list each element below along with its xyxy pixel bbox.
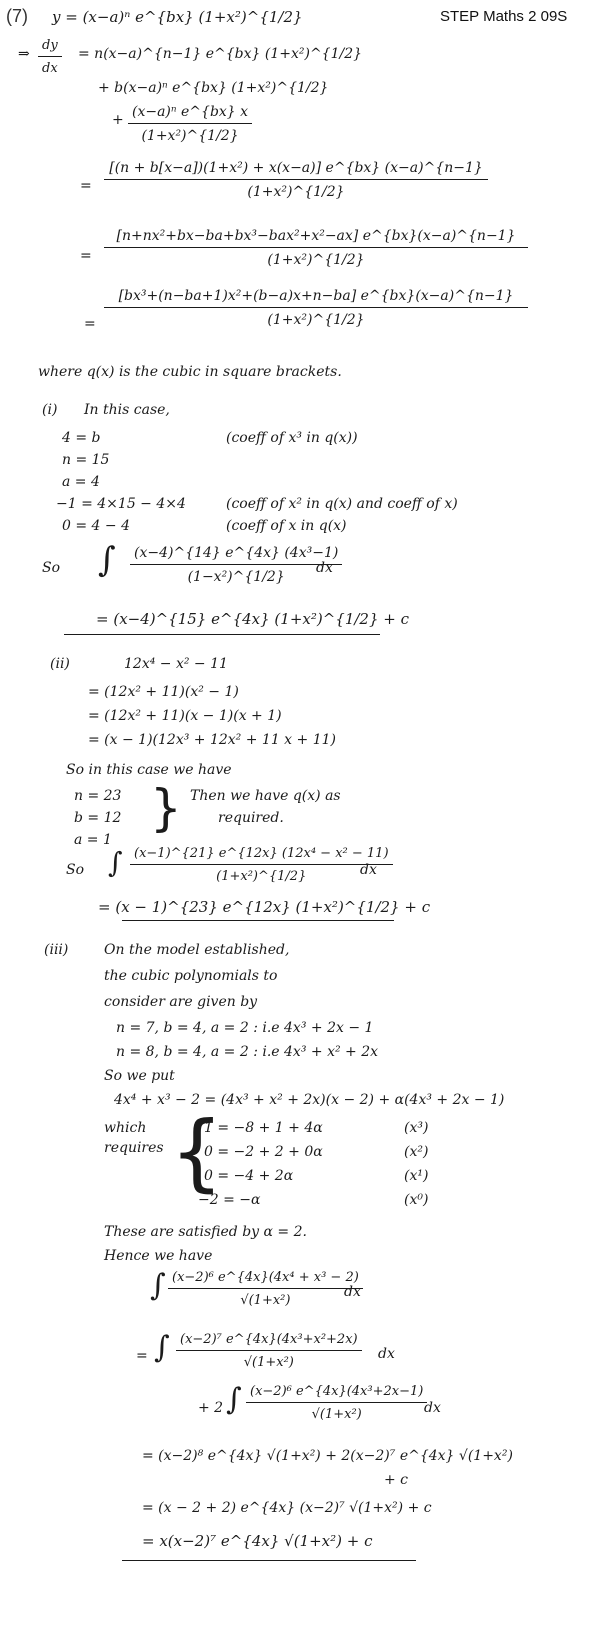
part-i-integrand-num: (x−4)^{14} e^{4x} (4x³−1) xyxy=(130,545,342,565)
part-iii-sys-4-tag: (x⁰) xyxy=(404,1192,429,1208)
part-iii-which: which xyxy=(104,1120,147,1136)
part-ii-line-1: 12x⁴ − x² − 11 xyxy=(124,656,228,672)
part-iii-case-1: n = 7, b = 4, a = 2 : i.e 4x³ + 2x − 1 xyxy=(116,1020,374,1036)
implies-arrow: ⇒ xyxy=(18,46,30,62)
part-iii-text-2: the cubic polynomials to xyxy=(104,968,278,984)
part-i-row-5-note: (coeff of x in q(x) xyxy=(226,518,347,534)
part-ii-line-2: = (12x² + 11)(x² − 1) xyxy=(88,684,239,700)
equals-sign: = xyxy=(80,248,92,264)
part-ii-then-2: required. xyxy=(218,810,284,826)
part-i-so: So xyxy=(42,560,61,576)
combined-fraction-1 xyxy=(104,160,488,200)
part-ii-integrand-num: (x−1)^{21} e^{12x} (12x⁴ − x² − 11) xyxy=(130,846,393,865)
part-i-row-4-eq: −1 = 4×15 − 4×4 xyxy=(56,496,186,512)
part-ii-dx: dx xyxy=(360,862,377,878)
part-iii-sys-2-eq: 0 = −2 + 2 + 0α xyxy=(204,1144,323,1160)
part-iii-integrand-3 xyxy=(246,1384,427,1422)
part-i-row-5-eq: 0 = 4 − 4 xyxy=(62,518,130,534)
part-iii-integrand-2-num: (x−2)⁷ e^{4x}(4x³+x²+2x) xyxy=(176,1332,362,1351)
derivative-numerator: dy xyxy=(38,38,62,57)
part-iii-result-1: = (x−2)⁸ e^{4x} √(1+x²) + 2(x−2)⁷ e^{4x} √(1+x²) xyxy=(142,1448,513,1464)
part-i-intro: In this case, xyxy=(84,402,170,418)
part-ii-line-4: = (x − 1)(12x³ + 12x² + 11 x + 11) xyxy=(88,732,336,748)
combined-fraction-2-den: (1+x²)^{1/2} xyxy=(267,252,365,268)
part-iii-satisfied: These are satisfied by α = 2. xyxy=(104,1224,307,1240)
part-i-row-3-eq: a = 4 xyxy=(62,474,100,490)
derivative-denominator: dx xyxy=(42,61,58,76)
derivative-term-2: + b(x−a)ⁿ e^{bx} (1+x²)^{1/2} xyxy=(98,80,329,96)
part-i-integrand-den: (1−x²)^{1/2} xyxy=(187,569,285,585)
equals-sign: = xyxy=(80,178,92,194)
part-iii-result-final: = x(x−2)⁷ e^{4x} √(1+x²) + c xyxy=(142,1532,373,1550)
part-iii-result-underline xyxy=(122,1560,416,1561)
derivative-term-3 xyxy=(128,104,252,144)
part-ii-val-b: b = 12 xyxy=(74,810,122,826)
part-iii-dx-1: dx xyxy=(344,1284,361,1300)
part-iii-requires: requires xyxy=(104,1140,164,1156)
combined-fraction-2-num: [n+nx²+bx−ba+bx³−bax²+x²−ax] e^{bx}(x−a)^{n−1} xyxy=(104,228,528,248)
part-i-row-1-eq: 4 = b xyxy=(62,430,101,446)
right-brace-icon: } xyxy=(150,779,182,837)
part-iii-integrand-2 xyxy=(176,1332,362,1370)
part-iii-integrand-1-num: (x−2)⁶ e^{4x}(4x⁴ + x³ − 2) xyxy=(168,1270,363,1289)
part-iii-sys-2-tag: (x²) xyxy=(404,1144,429,1160)
combined-fraction-3-num: [bx³+(n−ba+1)x²+(b−a)x+n−ba] e^{bx}(x−a)^{n−1} xyxy=(104,288,528,308)
part-iii-result-2: = (x − 2 + 2) e^{4x} (x−2)⁷ √(1+x²) + c xyxy=(142,1500,432,1516)
combined-fraction-1-den: (1+x²)^{1/2} xyxy=(247,184,345,200)
part-iii-sys-1-eq: 1 = −8 + 1 + 4α xyxy=(204,1120,323,1136)
left-brace-icon: { xyxy=(170,1103,224,1201)
part-iii-dx-3: dx xyxy=(424,1400,441,1416)
part-ii-so: So xyxy=(66,862,85,878)
derivative-symbol xyxy=(38,38,62,76)
page-header-title: STEP Maths 2 09S xyxy=(440,8,568,25)
part-i-dx: dx xyxy=(316,560,333,576)
integral-sign-icon: ∫ xyxy=(150,1268,166,1303)
part-iii-integrand-1-den: √(1+x²) xyxy=(240,1293,291,1308)
derivative-term-3-num: (x−a)ⁿ e^{bx} x xyxy=(128,104,252,124)
part-ii-val-a: a = 1 xyxy=(74,832,112,848)
part-i-label: (i) xyxy=(42,402,58,418)
part-iii-sys-4-eq: −2 = −α xyxy=(198,1192,261,1208)
part-ii-result-underline xyxy=(122,920,394,921)
part-ii-result: = (x − 1)^{23} e^{12x} (1+x²)^{1/2} + c xyxy=(98,898,431,916)
part-iii-sys-3-tag: (x¹) xyxy=(404,1168,429,1184)
part-iii-case-2: n = 8, b = 4, a = 2 : i.e 4x³ + x² + 2x xyxy=(116,1044,379,1060)
derivative-term-1: = n(x−a)^{n−1} e^{bx} (1+x²)^{1/2} xyxy=(78,46,363,62)
part-iii-text-1: On the model established, xyxy=(104,942,290,958)
part-iii-integrand-2-den: √(1+x²) xyxy=(243,1355,294,1370)
part-i-row-2-eq: n = 15 xyxy=(62,452,110,468)
derivative-term-3-den: (1+x²)^{1/2} xyxy=(141,128,239,144)
combined-fraction-2 xyxy=(104,228,528,268)
combined-fraction-1-num: [(n + b[x−a])(1+x²) + x(x−a)] e^{bx} (x−a)^{n−1} xyxy=(104,160,488,180)
part-iii-put: So we put xyxy=(104,1068,175,1084)
part-ii-label: (ii) xyxy=(50,656,70,672)
integral-sign-icon: ∫ xyxy=(98,540,116,580)
part-ii-so-line: So in this case we have xyxy=(66,762,232,778)
part-iii-hence: Hence we have xyxy=(104,1248,213,1264)
part-i-row-1-note: (coeff of x³ in q(x)) xyxy=(226,430,358,446)
integral-sign-icon: ∫ xyxy=(108,846,123,879)
part-i-row-4-note: (coeff of x² in q(x) and coeff of x) xyxy=(226,496,458,512)
part-iii-identity: 4x⁴ + x³ − 2 = (4x³ + x² + 2x)(x − 2) + α(4x³ + 2x − 1) xyxy=(114,1092,505,1108)
integral-sign-icon: ∫ xyxy=(154,1330,170,1365)
question-number: (7) xyxy=(6,6,28,26)
part-iii-result-1-constant: + c xyxy=(384,1472,409,1488)
part-ii-then-1: Then we have q(x) as xyxy=(190,788,341,804)
equals-sign: = xyxy=(136,1348,148,1364)
equals-sign: = xyxy=(84,316,96,332)
part-i-result-underline xyxy=(64,634,380,635)
combined-fraction-3 xyxy=(104,288,528,328)
part-ii-integrand-den: (1+x²)^{1/2} xyxy=(216,869,307,884)
combined-fraction-3-den: (1+x²)^{1/2} xyxy=(267,312,365,328)
integral-sign-icon: ∫ xyxy=(226,1382,242,1417)
part-i-result: = (x−4)^{15} e^{4x} (1+x²)^{1/2} + c xyxy=(96,610,410,628)
part-ii-val-n: n = 23 xyxy=(74,788,122,804)
function-definition: y = (x−a)ⁿ e^{bx} (1+x²)^{1/2} xyxy=(52,8,303,26)
part-iii-sys-3-eq: 0 = −4 + 2α xyxy=(204,1168,294,1184)
part-iii-label: (iii) xyxy=(44,942,69,958)
part-iii-integrand-3-den: √(1+x²) xyxy=(311,1407,362,1422)
part-iii-dx-2: dx xyxy=(378,1346,395,1362)
part-iii-text-3: consider are given by xyxy=(104,994,258,1010)
part-iii-integrand-3-num: (x−2)⁶ e^{4x}(4x³+2x−1) xyxy=(246,1384,427,1403)
part-ii-line-3: = (12x² + 11)(x − 1)(x + 1) xyxy=(88,708,282,724)
part-i-integrand xyxy=(130,545,342,585)
derivative-term-3-plus: + xyxy=(112,112,124,128)
part-iii-sys-1-tag: (x³) xyxy=(404,1120,429,1136)
part-iii-integrand-1 xyxy=(168,1270,363,1308)
part-ii-integrand xyxy=(130,846,393,884)
cubic-definition-note: where q(x) is the cubic in square brackets. xyxy=(38,364,342,380)
part-iii-term-3-prefix: + 2 xyxy=(198,1400,224,1416)
